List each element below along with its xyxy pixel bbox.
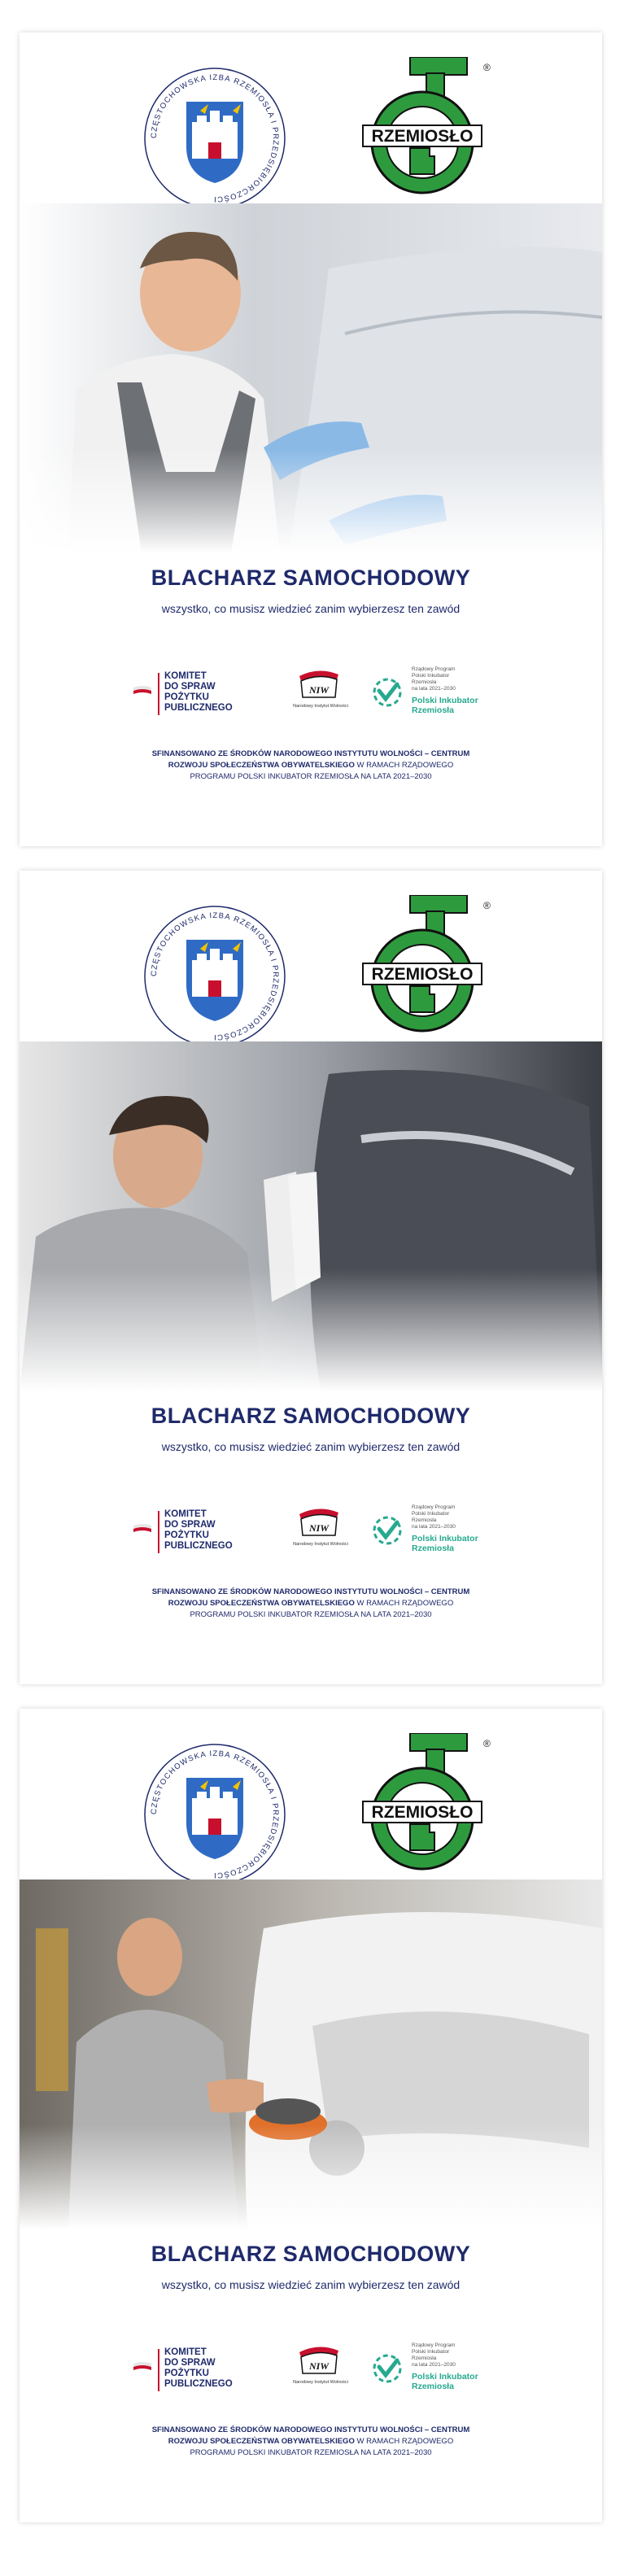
partner-logos <box>20 663 602 728</box>
pir-logo <box>369 2341 508 2399</box>
logos-row <box>20 1733 602 1896</box>
logos-row <box>20 57 602 220</box>
niw-flag-icon <box>296 1506 342 1537</box>
rzemioslo-logo-icon <box>361 1733 483 1871</box>
svg-text:NIW: NIW <box>308 684 330 696</box>
cover-subtitle: wszystko, co musisz wiedzieć zanim wybierzesz ten zawód <box>161 2278 461 2291</box>
svg-text:CZĘSTOCHOWSKA IZBA RZEMIOSŁA I: CZĘSTOCHOWSKA IZBA RZEMIOSŁA I PRZEDSIĘBIORCZOŚCI <box>149 910 281 1042</box>
cover-photo <box>20 203 602 553</box>
cover-subtitle: wszystko, co musisz wiedzieć zanim wybierzesz ten zawód <box>161 1440 461 1453</box>
brochure-cover-2 <box>20 871 602 1684</box>
cover-photo <box>20 1041 602 1391</box>
polish-flag-icon <box>133 2360 151 2373</box>
svg-text:RZEMIOSŁO: RZEMIOSŁO <box>371 127 474 146</box>
niw-logo: NIW Narodowy Instytut Wolności <box>288 668 353 718</box>
funding-note: SFINANSOWANO ZE ŚRODKÓW NARODOWEGO INSTYTUTU WOLNOŚCI – CENTRUM ROZWOJU SPOŁECZEŃSTWA OBYWATELSKIEGO W RAMACH RZĄDOWEGO PROGRAMU POLSKI INKUBATOR RZEMIOSŁA NA LATA 2021–2030 <box>151 2425 470 2457</box>
car-body-inspection-photo <box>20 1041 602 1391</box>
kpp-logo <box>133 2346 264 2395</box>
pir-logo <box>369 1503 508 1561</box>
logos-row <box>20 895 602 1058</box>
cover-title: BLACHARZ SAMOCHODOWY <box>151 2242 471 2266</box>
funding-note: SFINANSOWANO ZE ŚRODKÓW NARODOWEGO INSTYTUTU WOLNOŚCI – CENTRUM ROZWOJU SPOŁECZEŃSTWA OBYWATELSKIEGO W RAMACH RZĄDOWEGO PROGRAMU POLSKI INKUBATOR RZEMIOSŁA NA LATA 2021–2030 <box>151 1587 470 1619</box>
svg-text:CZĘSTOCHOWSKA IZBA RZEMIOSŁA I: CZĘSTOCHOWSKA IZBA RZEMIOSŁA I PRZEDSIĘBIORCZOŚCI <box>149 72 281 204</box>
kpp-text: KOMITET DO SPRAW POŻYTKU PUBLICZNEGO <box>164 671 233 713</box>
kpp-logo <box>133 1508 264 1557</box>
kpp-divider <box>158 1511 159 1553</box>
svg-text:RZEMIOSŁO: RZEMIOSŁO <box>371 1803 474 1822</box>
cover-photo <box>20 1880 602 2229</box>
partner-logos <box>20 1501 602 1566</box>
pir-name: Polski Inkubator Rzemiosła <box>412 1534 478 1553</box>
niw-flag-icon <box>296 2344 342 2375</box>
svg-text:NIW: NIW <box>308 1522 330 1534</box>
pir-small-text: Rządowy Program Polski Inkubator Rzemiosła na lata 2021–2030 <box>412 1504 456 1530</box>
pir-check-icon <box>369 675 405 710</box>
pir-name: Polski Inkubator Rzemiosła <box>412 696 478 715</box>
registered-mark: ® <box>483 1738 491 1749</box>
kpp-text: KOMITET DO SPRAW POŻYTKU PUBLICZNEGO <box>164 2347 233 2389</box>
rzemioslo-logo-icon <box>361 895 483 1033</box>
kpp-logo <box>133 670 264 718</box>
cover-subtitle: wszystko, co musisz wiedzieć zanim wybierzesz ten zawód <box>161 602 461 615</box>
pir-check-icon <box>369 1513 405 1548</box>
craft-chamber-seal-icon <box>142 1741 288 1888</box>
craft-chamber-seal-icon <box>142 903 288 1050</box>
cover-title: BLACHARZ SAMOCHODOWY <box>151 565 471 590</box>
partner-logos <box>20 2339 602 2404</box>
pir-check-icon <box>369 2351 405 2386</box>
pir-name: Polski Inkubator Rzemiosła <box>412 2372 478 2391</box>
niw-flag-icon <box>296 668 342 699</box>
pir-logo <box>369 665 508 723</box>
svg-text:RZEMIOSŁO: RZEMIOSŁO <box>371 965 474 984</box>
rzemioslo-logo-icon <box>361 57 483 195</box>
cover-title: BLACHARZ SAMOCHODOWY <box>151 1404 471 1428</box>
polish-flag-icon <box>133 684 151 697</box>
funding-note: SFINANSOWANO ZE ŚRODKÓW NARODOWEGO INSTYTUTU WOLNOŚCI – CENTRUM ROZWOJU SPOŁECZEŃSTWA OBYWATELSKIEGO W RAMACH RZĄDOWEGO PROGRAMU POLSKI INKUBATOR RZEMIOSŁA NA LATA 2021–2030 <box>151 749 470 781</box>
kpp-text: KOMITET DO SPRAW POŻYTKU PUBLICZNEGO <box>164 1509 233 1551</box>
brochure-cover-1 <box>20 33 602 846</box>
kpp-divider <box>158 2349 159 2391</box>
pir-small-text: Rządowy Program Polski Inkubator Rzemiosła na lata 2021–2030 <box>412 666 456 692</box>
registered-mark: ® <box>483 62 491 73</box>
niw-logo: NIW Narodowy Instytut Wolności <box>288 2344 353 2395</box>
brochure-cover-3 <box>20 1709 602 2522</box>
car-body-worker-photo <box>20 203 602 553</box>
kpp-divider <box>158 673 159 715</box>
craft-chamber-seal-icon <box>142 65 288 212</box>
registered-mark: ® <box>483 900 491 911</box>
svg-text:NIW: NIW <box>308 2360 330 2372</box>
pir-small-text: Rządowy Program Polski Inkubator Rzemiosła na lata 2021–2030 <box>412 2342 456 2368</box>
car-polishing-photo <box>20 1880 602 2229</box>
svg-text:CZĘSTOCHOWSKA IZBA RZEMIOSŁA I: CZĘSTOCHOWSKA IZBA RZEMIOSŁA I PRZEDSIĘBIORCZOŚCI <box>149 1749 281 1880</box>
niw-logo: NIW Narodowy Instytut Wolności <box>288 1506 353 1557</box>
polish-flag-icon <box>133 1522 151 1535</box>
